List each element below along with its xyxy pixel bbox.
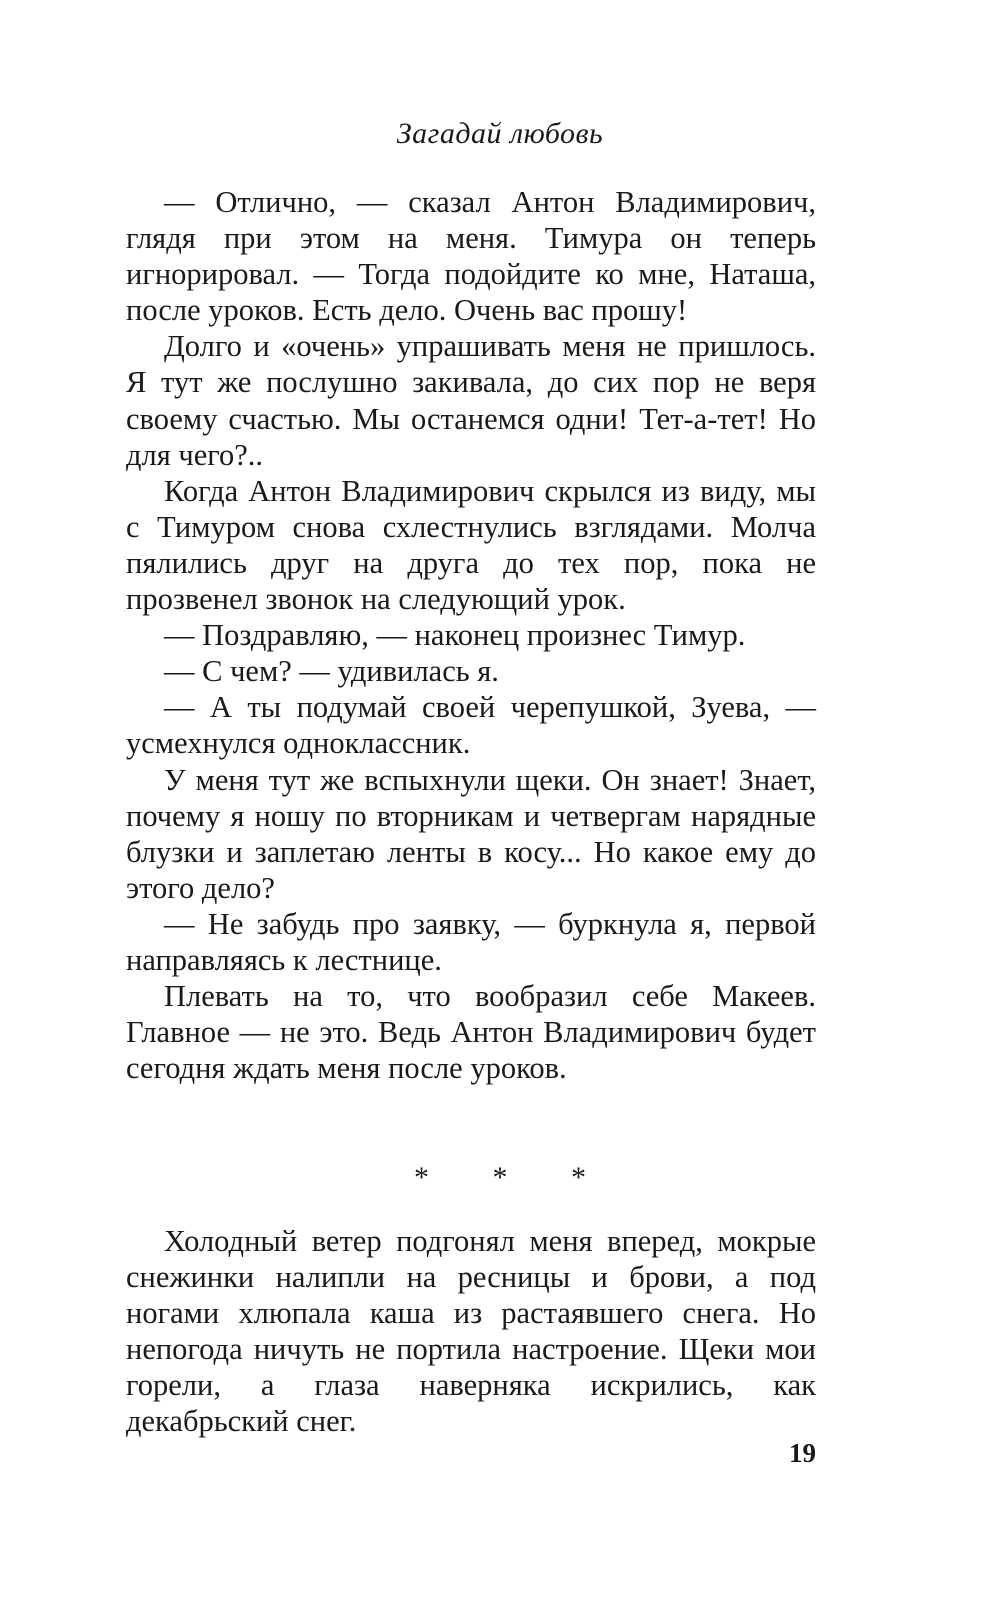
paragraph: Плевать на то, что вообразил себе Макеев. Главное — не это. Ведь Антон Владимирович будет сегодня ждать меня после уроков. (126, 979, 816, 1086)
paragraph: Холодный ветер подгонял меня вперед, мокрые снежинки налипли на ресницы и брови, а под ногами хлюпала каша из растаявшего снега. Но непогода ничуть не портила настроение. Щеки мои горели, а глаза наверняка искрились, как декабрьский снег. (126, 1224, 816, 1439)
paragraph: — Поздравляю, — наконец произнес Тимур. (164, 618, 746, 653)
running-title: Загадай любовь (396, 117, 604, 150)
paragraph: — С чем? — удивилась я. (164, 654, 499, 689)
section-separator: * * * (414, 1161, 614, 1194)
paragraph: — Отлично, — сказал Антон Владимирович, глядя при этом на меня. Тимура он теперь игнорировал. — Тогда подойдите ко мне, Наташа, после уроков. Есть дело. Очень вас прошу! (126, 185, 816, 328)
paragraph: Долго и «очень» упрашивать меня не пришлось. Я тут же послушно закивала, до сих пор не веря своему счастью. Мы останемся одни! Тет-а-тет! Но для чего?.. (126, 329, 816, 472)
paragraph: У меня тут же вспыхнули щеки. Он знает! Знает, почему я ношу по вторникам и четвергам нарядные блузки и заплетаю ленты в косу... Но какое ему до этого дело? (126, 762, 816, 905)
paragraph: Когда Антон Владимирович скрылся из виду, мы с Тимуром снова схлестнулись взглядами. Молча пялились друг на друга до тех пор, пока не прозвенел звонок на следующий урок. (126, 473, 816, 617)
paragraph: — Не забудь про заявку, — буркнула я, первой направляясь к лестнице. (126, 906, 816, 977)
main-text (126, 184, 816, 1086)
page-number: 19 (789, 1438, 816, 1468)
section-text (126, 1223, 816, 1440)
paragraph: — А ты подумай своей черепушкой, Зуева, — усмехнулся одноклассник. (126, 690, 816, 761)
